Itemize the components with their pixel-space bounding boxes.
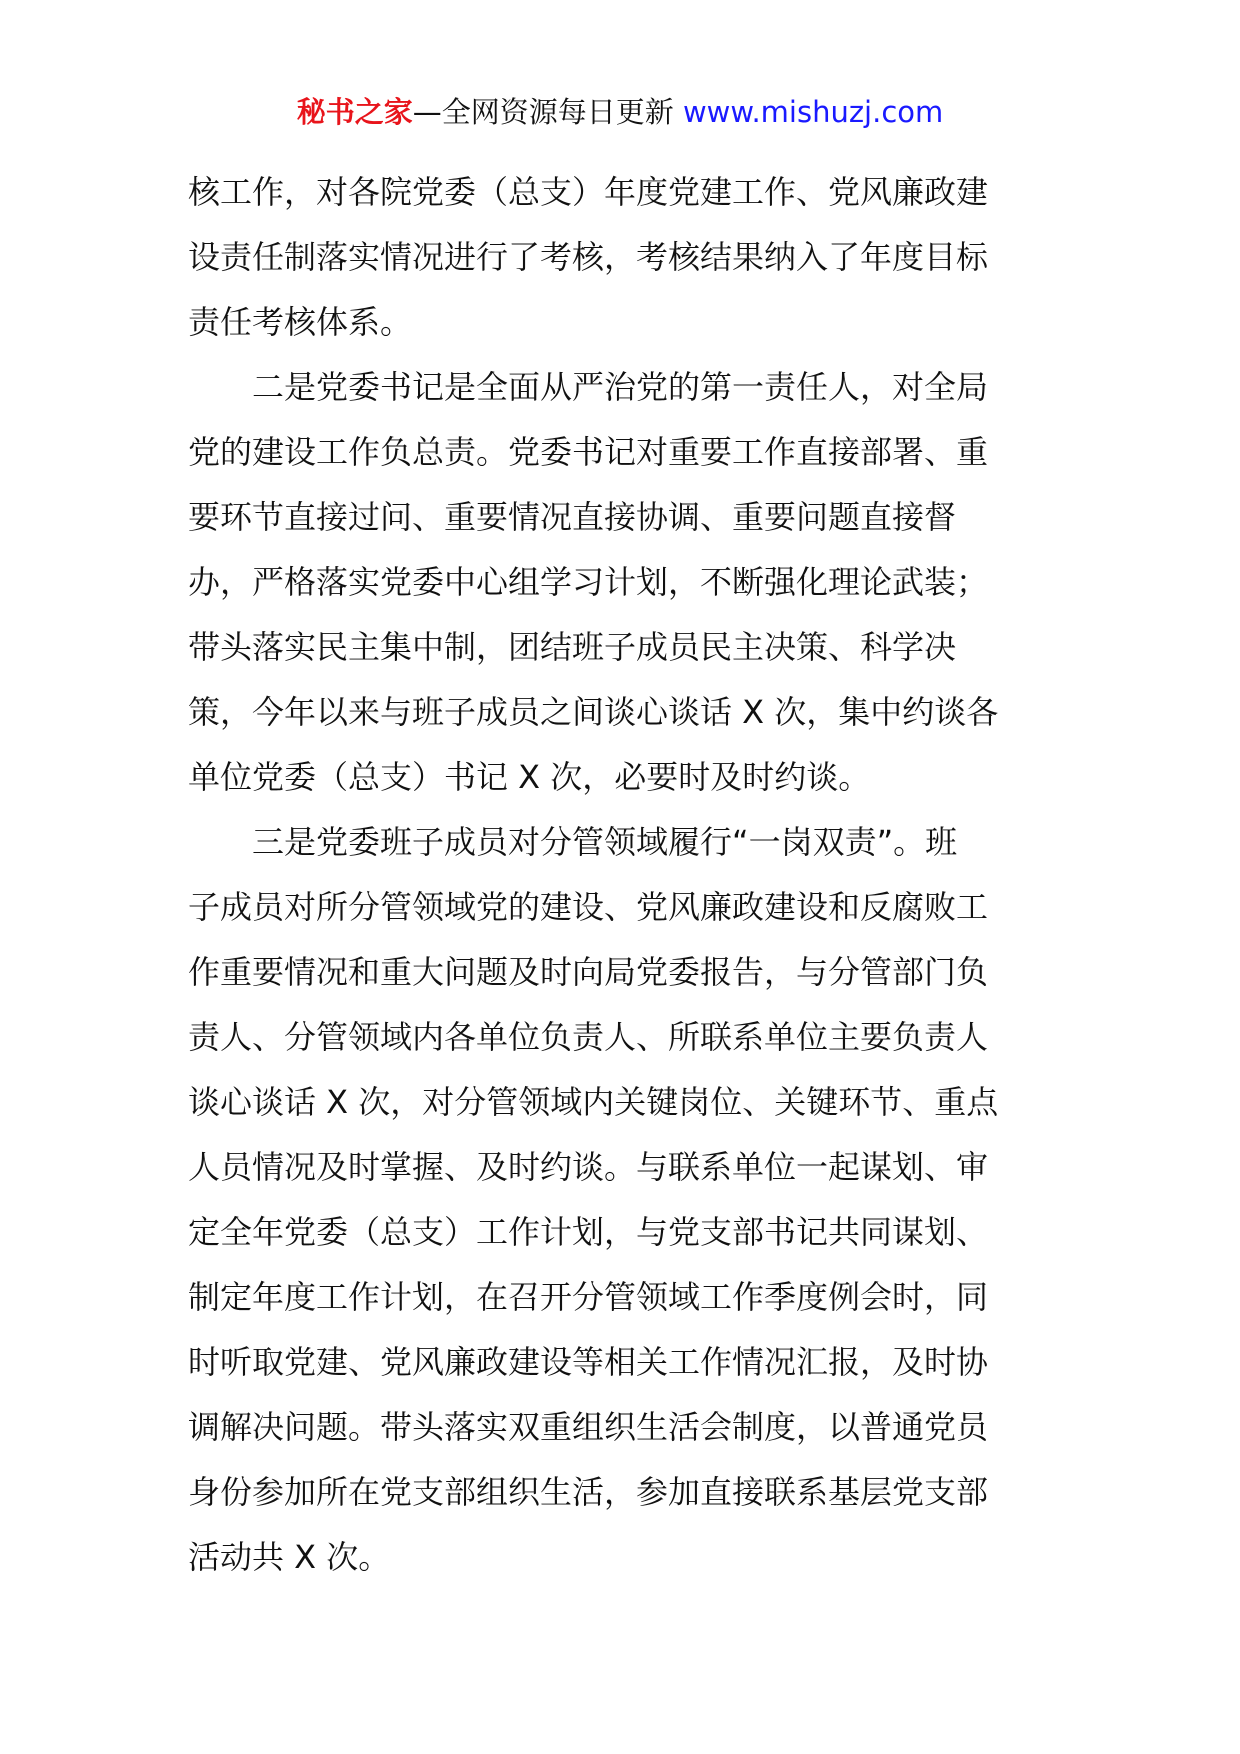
text-line: 办，严格落实党委中心组学习计划，不断强化理论武装；: [188, 563, 989, 601]
text-line: 带头落实民主集中制，团结班子成员民主决策、科学决: [188, 628, 957, 666]
text-line: 时听取党建、党风廉政建设等相关工作情况汇报，及时协: [188, 1343, 989, 1381]
header-tagline: —全网资源每日更新: [412, 95, 683, 129]
website-link[interactable]: www.mishuzj.com: [682, 95, 944, 129]
text-line: 身份参加所在党支部组织生活，参加直接联系基层党支部: [188, 1473, 989, 1511]
text-line: 子成员对所分管领域党的建设、党风廉政建设和反腐败工: [188, 888, 989, 926]
text-line: 调解决问题。带头落实双重组织生活会制度，以普通党员: [188, 1408, 989, 1446]
text-line: 党的建设工作负总责。党委书记对重要工作直接部署、重: [188, 433, 989, 471]
text-line: 谈心谈话 X 次，对分管领域内关键岗位、关键环节、重点: [188, 1083, 999, 1121]
document-body: [188, 160, 1055, 1590]
page-header: [0, 92, 1240, 132]
text-line: 设责任制落实情况进行了考核，考核结果纳入了年度目标: [188, 238, 989, 276]
text-line: 要环节直接过问、重要情况直接协调、重要问题直接督: [188, 498, 957, 536]
text-line: 策，今年以来与班子成员之间谈心谈话 X 次，集中约谈各: [188, 693, 999, 731]
text-line: 二是党委书记是全面从严治党的第一责任人，对全局: [188, 368, 989, 406]
paragraph: [188, 160, 1055, 355]
text-line: 单位党委（总支）书记 X 次，必要时及时约谈。: [188, 758, 871, 796]
text-line: 责任考核体系。: [188, 303, 413, 341]
text-line: 责人、分管领域内各单位负责人、所联系单位主要负责人: [188, 1018, 989, 1056]
text-line: 定全年党委（总支）工作计划，与党支部书记共同谋划、: [188, 1213, 989, 1251]
brand-name: 秘书之家: [296, 95, 413, 129]
text-line: 制定年度工作计划，在召开分管领域工作季度例会时，同: [188, 1278, 989, 1316]
text-line: 活动共 X 次。: [188, 1538, 391, 1576]
text-line: 核工作，对各院党委（总支）年度党建工作、党风廉政建: [188, 173, 989, 211]
paragraph: [188, 810, 1055, 1590]
text-line: 三是党委班子成员对分管领域履行“一岗双责”。班: [188, 823, 958, 861]
paragraph: [188, 355, 1055, 810]
text-line: 作重要情况和重大问题及时向局党委报告，与分管部门负: [188, 953, 989, 991]
text-line: 人员情况及时掌握、及时约谈。与联系单位一起谋划、审: [188, 1148, 989, 1186]
